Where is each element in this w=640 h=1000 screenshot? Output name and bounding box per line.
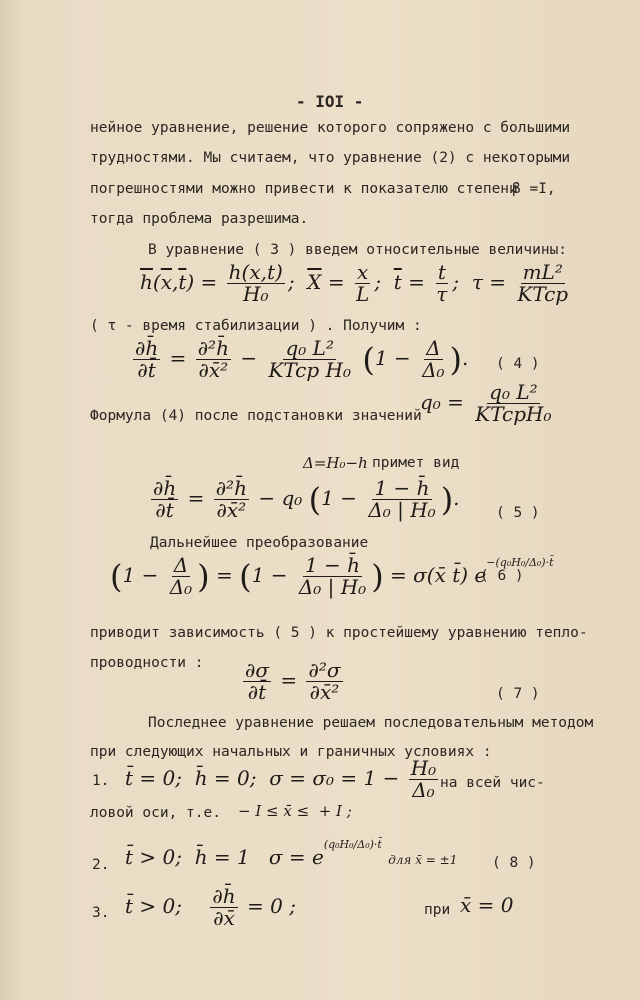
text-line: тогда проблема разрешима. (90, 211, 309, 227)
equation-number: ( 5 ) (496, 505, 540, 521)
text-line: проводности : (90, 655, 204, 671)
text-line: ( τ - время стабилизации ) . Получим : (90, 318, 422, 334)
text-line: Дальнейшее преобразование (150, 535, 369, 551)
equation-number: ( 7 ) (496, 686, 540, 702)
text-line: Формула (4) после подстановки значений (90, 408, 422, 424)
formula-delta: Δ=H₀−h (303, 454, 368, 472)
formula-condition-2: t̄ > 0; h̄ = 1 $\sigma = e^{(q_0H_0/\Delta_0)\cdot t̄}$ для x̄ = ±1 (125, 838, 458, 869)
formula-boundary: x̄ = 0 (460, 893, 514, 917)
text-line: приводит зависимость ( 5 ) к простейшему уравнению тепло- (90, 625, 588, 641)
formula-equation-4: $\frac{\partial h̄}{\partial t̄}$ = $\frac{\text{∂²h̄}}{\text{∂x̄²}}$ − $\frac{\text{q₀ L²}}{\text{KTcp H₀}}$ (1 − $\frac{\Delta}{\text{Δ₀}}$ ). (135, 336, 469, 382)
text-line: трудностями. Мы считаем, что уравнение (2) с некоторыми (90, 150, 571, 166)
text-line: при следующих начальных и граничных условиях : (90, 744, 492, 760)
formula-q0: q₀ = $\frac{\text{q₀ L²}}{\text{KTcpH₀}}$ (420, 380, 552, 426)
text-line: нейное уравнение, решение которого сопряжено с большими (90, 120, 571, 136)
page-number: - IOI - (296, 92, 364, 111)
equation-number: ( 6 ) (480, 568, 524, 584)
formula-equation-7: $\frac{\partial\sigma}{\partial t̄}$ = $\frac{\text{∂²σ}}{\text{∂x̄²}}$ (245, 658, 341, 704)
condition-number: 2. (92, 857, 110, 873)
formula-definitions: $\overline{h}(\overline{x},\overline{t})$ = $\frac{h(x,t)}{\text{H₀}}$ ; $\overline{X}$ = $\frac{x}{L}$ ; $\overline{t}$ = $\frac{t}{\tau}$ ; τ = $\frac{\text{mL²}}{\text{KTcp}}$ (140, 260, 569, 306)
text-line: ловой оси, т.е. (90, 805, 221, 821)
text-line: примет вид (372, 455, 460, 471)
formula-condition-1: t̄ = 0; h̄ = 0; σ = σ₀ = 1 − $\frac{\text{H₀}}{\text{Δ₀}}$ (125, 756, 437, 802)
equation-number: ( 4 ) (496, 356, 540, 372)
text-line: β =I, (512, 181, 556, 197)
text-line: В уравнение ( 3 ) введем относительные величины: (148, 242, 568, 258)
equation-number: ( 8 ) (492, 855, 536, 871)
text-line: Последнее уравнение решаем последовательным методом (148, 715, 594, 731)
text-line: при (424, 902, 451, 918)
text-line: на всей чис- (440, 775, 545, 791)
formula-equation-6: (1 − $\frac{\Delta}{\text{Δ₀}}$ ) = (1 − $\frac{1 - h̄}{\text{Δ₀ | H₀}}$ ) = σ(x̄ t̄) $e^{-(q_0H_0/\Delta_0)\cdot t̄}$ (110, 553, 554, 599)
formula-equation-5: $\frac{\partial h̄}{\partial t̄}$ = $\frac{\text{∂²h̄}}{\text{∂x̄²}}$ − q₀ (1 − $\frac{1 - h̄}{\text{Δ₀ | H₀}}$ ). (153, 476, 460, 522)
formula-range: − I ≤ x̄ ≤ + I ; (238, 802, 352, 820)
condition-number: 3. (92, 905, 110, 921)
text-line: погрешностями можно привести к показателю степени (90, 181, 518, 197)
formula-condition-3: t̄ > 0; $\frac{\partial h̄}{\partial x̄}$ = 0 ; (125, 884, 296, 930)
condition-number: 1. (92, 773, 110, 789)
